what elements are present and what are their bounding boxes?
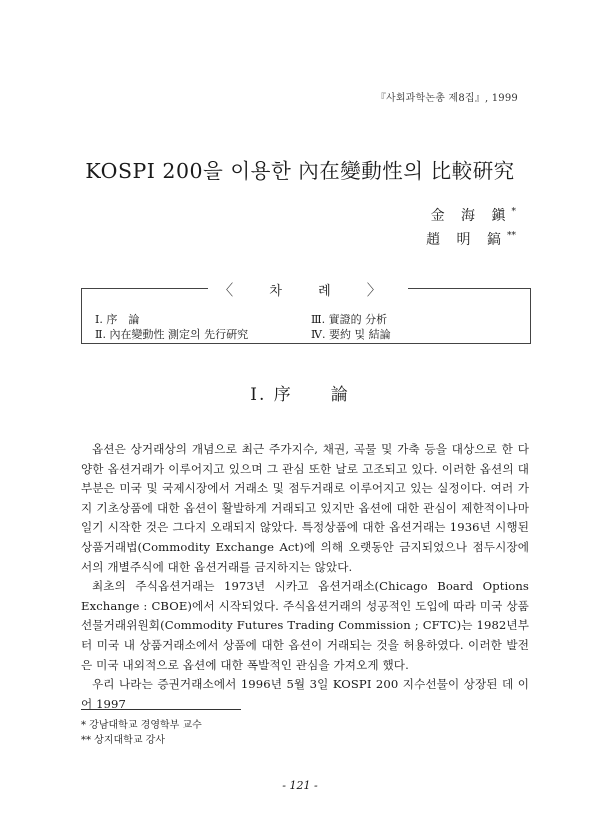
paragraph: 우리 나라는 증권거래소에서 1996년 5월 3일 KOSPI 200 지수선물이 상장된 데 이어 1997 [81, 677, 529, 711]
author-2-mark: ** [507, 231, 516, 241]
toc-label [0, 279, 600, 300]
toc-label-text: 차 례 [269, 284, 347, 299]
chevron-right-icon: 〉 [366, 281, 398, 299]
paragraph: 최초의 주식옵션거래는 1973년 시카고 옵션거래소(Chicago Board Options Exchange : CBOE)에서 시작되었다. 주식옵션거래의 성공적인 도입에 따라 미국 상품선물거래위원회(Commodity Futures Trading Commission ; CFTC)는 1982년부터 미국 내 상품거래소에서 상품에 대한 옵션이 거래되는 것을 허용하였다. 이러한 발전은 미국 내외적으로 옵션에 대한 폭발적인 관심을 가져오게 했다. [81, 579, 529, 672]
toc-item-introduction: Ⅰ. 序 論 [95, 313, 140, 326]
toc-item-conclusion: Ⅳ. 要約 및 結論 [311, 328, 391, 341]
toc-item-prior-research: Ⅱ. 內在變動性 測定의 先行硏究 [95, 328, 249, 341]
author-2 [426, 229, 516, 249]
author-1-name: 金 海 鎭 [430, 208, 512, 224]
section-heading [0, 380, 600, 405]
author-1 [431, 205, 516, 225]
footnote-author-1: * 강남대학교 경영학부 교수 [81, 720, 202, 731]
body-text [81, 440, 529, 714]
toc-item-empirical-analysis: Ⅲ. 實證的 分析 [311, 313, 388, 326]
section-heading-word: 論 [330, 385, 350, 405]
chevron-left-icon: 〈 [218, 281, 250, 299]
section-heading-numeral: Ⅰ. 序 [250, 385, 293, 405]
journal-reference: 『사회과학논총 제8집』, 1999 [375, 93, 518, 104]
paragraph: 옵션은 상거래상의 개념으로 최근 주가지수, 채권, 곡물 및 가축 등을 대상으로 한 다양한 옵션거래가 이루어지고 있으며 그 관심 또한 날로 고조되고 있다. 이러한 옵션의 대부분은 미국 및 국제시장에서 거래소 및 점두거래로 이루어지고 있는 실정이다. 여러 가지 기초상품에 대한 옵션이 활발하게 거래되고 있지만 옵션에 대한 관심이 제한적이나마 일기 시작한 것은 그다지 오래되지 않았다. 특정상품에 대한 옵션거래는 1936년 시행된 상품거래법(Commodity Exchange Act)에 의해 오랫동안 금지되었으나 점두시장에서의 개별주식에 대한 옵션거래를 금지하지는 않았다. [81, 442, 529, 574]
toc-label-wrap [208, 279, 408, 300]
page-number: - 121 - [282, 779, 318, 792]
footnote-divider [81, 709, 241, 710]
author-2-name: 趙 明 鎬 [426, 232, 507, 248]
footnote-author-2: ** 상지대학교 강사 [81, 735, 165, 746]
paper-title: KOSPI 200을 이용한 內在變動性의 比較硏究 [85, 159, 515, 183]
author-1-mark: * [511, 207, 516, 217]
